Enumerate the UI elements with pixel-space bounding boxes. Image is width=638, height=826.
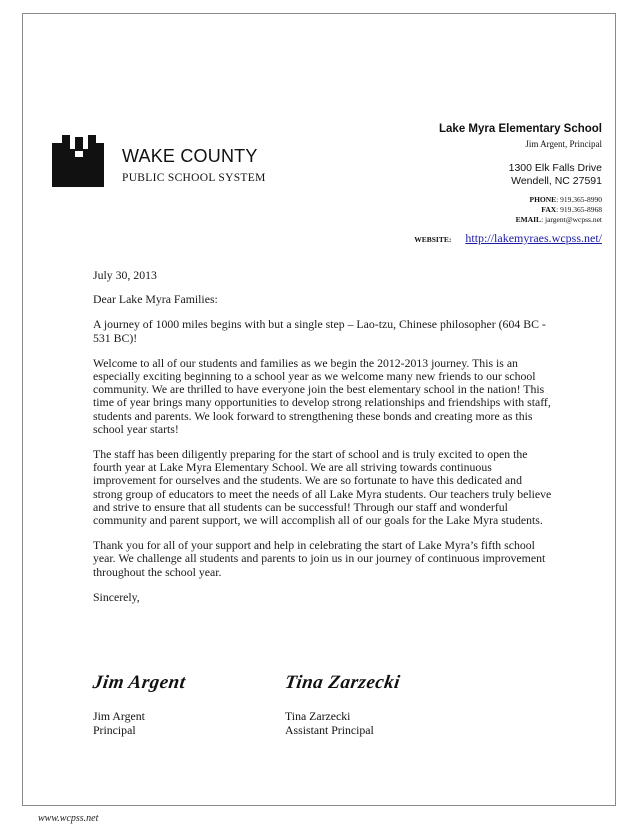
org-name: WAKE COUNTY xyxy=(122,146,258,166)
school-contact-block xyxy=(439,123,602,225)
footer-url: www.wcpss.net xyxy=(38,813,99,824)
principal-title: Principal xyxy=(93,722,136,737)
email-line xyxy=(439,215,602,225)
closing: Sincerely, xyxy=(93,589,140,604)
principal-signature-script: Jim Argent xyxy=(91,672,187,693)
paragraph-staff: The staff has been diligently preparing for the start of school and is truly excited to open the fourth year at Lake Myra Elementary School. We are all striving towards continuous improvement for ourselves and the students. We are so fortunate to have this dedicated and strong group of educators to meet the needs of all Lake Myra students. Our teachers truly believe and strive to ensure that all students can be successful! Through our staff and wonderful community and parent support, we will accomplish all of our goals for the Lake Myra students. xyxy=(93,447,552,528)
website-label: WEBSITE: xyxy=(414,235,452,244)
wcpss-logo-icon xyxy=(52,135,104,187)
assistant-principal-signature xyxy=(285,672,400,737)
address-line-1: 1300 Elk Falls Drive xyxy=(508,162,602,174)
principal-name: Jim Argent xyxy=(93,709,145,723)
phone-label: PHONE xyxy=(529,195,557,204)
paragraph-welcome: Welcome to all of our students and families as we begin the 2012-2013 journey. This is an especially exciting beginning to a school year as we welcome many new friends to our school community. We are thrilled to have everyone join the best elementary school in the nation! This time of year brings many opportunities to develop strong relationships and friendships with staff, students and parents. We look forward to strengthening these bonds and creating more as this school year starts! xyxy=(93,355,551,436)
signature-block xyxy=(93,672,553,742)
email-label: EMAIL xyxy=(515,215,542,224)
letter-body xyxy=(93,269,553,616)
assistant-principal-title: Assistant Principal xyxy=(285,722,374,737)
website-row xyxy=(414,229,602,247)
letter-date: July 30, 2013 xyxy=(93,268,157,282)
principal-line: Jim Argent, Principal xyxy=(525,139,602,149)
assistant-principal-name: Tina Zarzecki xyxy=(285,709,351,723)
email-value: : jargent@wcpss.net xyxy=(541,215,602,224)
address-line-2: Wendell, NC 27591 xyxy=(511,175,602,187)
phone-line xyxy=(439,195,602,205)
fax-value: : 919.365-8968 xyxy=(556,205,602,214)
phone-value: : 919.365-8990 xyxy=(556,195,602,204)
website-link[interactable]: http://lakemyraes.wcpss.net/ xyxy=(465,231,602,245)
org-subtitle: PUBLIC SCHOOL SYSTEM xyxy=(122,172,266,184)
paragraph-thanks: Thank you for all of your support and help in celebrating the start of Lake Myra’s fifth school year. We challenge all students and parents to join us in our journey of continuous improvement throughout the school year. xyxy=(93,538,546,579)
school-name: Lake Myra Elementary School xyxy=(439,123,602,135)
paragraph-quote: A journey of 1000 miles begins with but a single step – Lao-tzu, Chinese philosopher (604 BC - 531 BC)! xyxy=(93,317,546,345)
principal-signature xyxy=(93,672,185,737)
fax-line xyxy=(439,205,602,215)
salutation: Dear Lake Myra Families: xyxy=(93,292,218,307)
assistant-principal-signature-script: Tina Zarzecki xyxy=(283,672,402,693)
fax-label: FAX xyxy=(541,205,557,214)
